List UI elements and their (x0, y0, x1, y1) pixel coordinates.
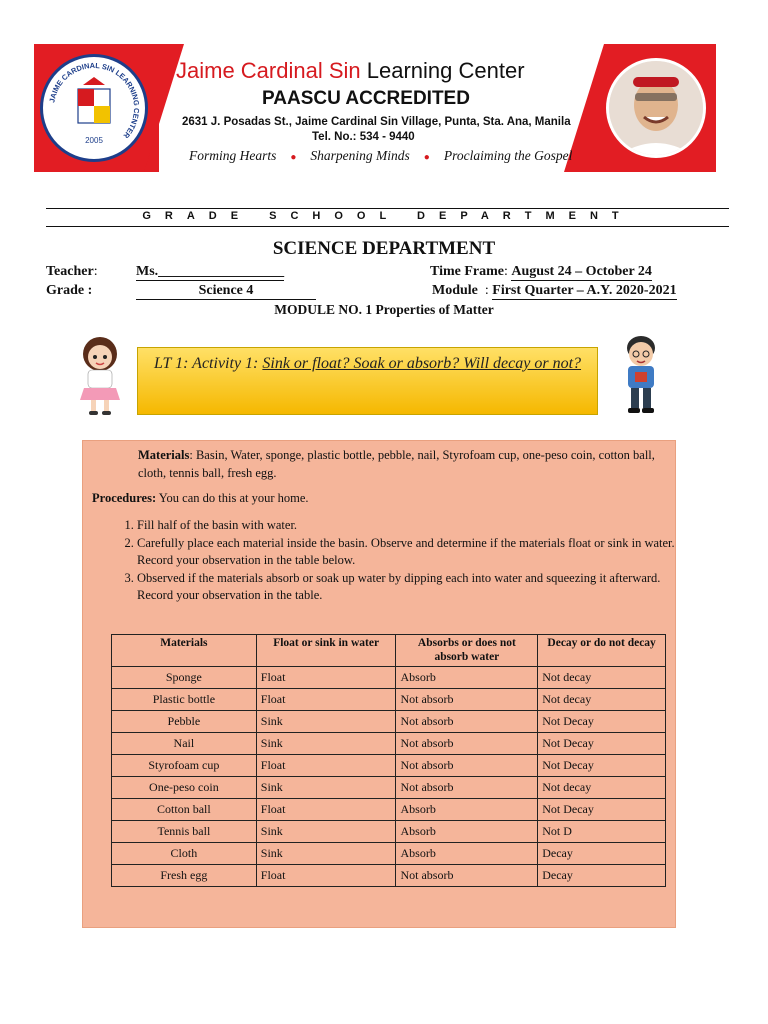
material-cell: Cotton ball (112, 799, 257, 821)
procedure-steps-list (112, 517, 687, 605)
decay-cell: Decay (538, 865, 666, 887)
procedure-step: 2. Carefully place each material inside the basin. Observe and determine if the materials float or sink in water. Record your observation in the table below. (137, 535, 687, 570)
material-cell: Nail (112, 733, 257, 755)
float-sink-cell: Sink (256, 777, 396, 799)
decay-cell: Not Decay (538, 733, 666, 755)
procedures-intro: You can do this at your home. (158, 491, 309, 505)
table-header-row (112, 635, 666, 667)
table-row (112, 799, 666, 821)
table-row (112, 865, 666, 887)
material-cell: One-peso coin (112, 777, 257, 799)
float-sink-cell: Float (256, 667, 396, 689)
cardinal-portrait-photo (606, 58, 706, 158)
observation-table (111, 634, 666, 887)
motto-3: Proclaiming the Gospel (443, 148, 573, 163)
float-sink-cell: Sink (256, 711, 396, 733)
float-sink-cell: Float (256, 755, 396, 777)
accreditation-text: PAASCU ACCREDITED (262, 88, 470, 109)
material-cell: Plastic bottle (112, 689, 257, 711)
teacher-label: Teacher (46, 264, 94, 279)
module-heading: MODULE NO. 1 Properties of Matter (274, 302, 494, 317)
materials-text: : Basin, Water, sponge, plastic bottle, pebble, nail, Styrofoam cup, one-peso coin, cotton ball, cloth, tennis ball, fresh egg. (138, 448, 655, 480)
table-row (112, 711, 666, 733)
page-title: SCIENCE DEPARTMENT (272, 238, 496, 259)
material-cell: Cloth (112, 843, 257, 865)
materials-label: Materials (138, 448, 190, 462)
absorb-cell: Not absorb (396, 777, 538, 799)
absorb-cell: Not absorb (396, 689, 538, 711)
activity-banner (137, 347, 598, 415)
decay-cell: Not Decay (538, 711, 666, 733)
float-sink-cell: Float (256, 689, 396, 711)
school-name-suffix: Learning Center (366, 58, 525, 83)
bottom-rule (46, 226, 729, 227)
decay-cell: Not D (538, 821, 666, 843)
girl-cartoon-illustration (74, 336, 126, 416)
timeframe-value: August 24 – October 24 (511, 264, 652, 279)
school-name (176, 58, 525, 84)
column-header: Materials (112, 635, 257, 667)
table-row (112, 689, 666, 711)
absorb-cell: Absorb (396, 799, 538, 821)
absorb-cell: Not absorb (396, 711, 538, 733)
table-row (112, 733, 666, 755)
motto-1: Forming Hearts (189, 148, 277, 163)
column-header: Float or sink in water (256, 635, 396, 667)
activity-prefix: LT 1: Activity 1: (153, 355, 259, 372)
grade-value: Science 4 (136, 283, 316, 300)
school-telephone: Tel. No.: 534 - 9440 (312, 131, 415, 143)
school-name-highlight: Jaime Cardinal Sin (176, 58, 361, 83)
column-header: Decay or do not decay (538, 635, 666, 667)
motto-2: Sharpening Minds (310, 148, 410, 163)
motto-bullet-icon: ● (290, 152, 297, 163)
float-sink-cell: Float (256, 865, 396, 887)
absorb-cell: Absorb (396, 667, 538, 689)
module-row: Module : First Quarter – A.Y. 2020-2021 (432, 283, 677, 298)
department-strip: GRADE SCHOOL DEPARTMENT (142, 210, 633, 222)
teacher-value: Ms.__________________ (136, 264, 285, 279)
grade-label: Grade : (46, 283, 93, 298)
activity-question: Sink or float? Soak or absorb? Will decay or not? (262, 355, 582, 372)
material-cell: Tennis ball (112, 821, 257, 843)
school-mottos (189, 148, 572, 164)
material-cell: Fresh egg (112, 865, 257, 887)
table-row (112, 843, 666, 865)
boy-cartoon-illustration (615, 334, 667, 414)
motto-bullet-icon: ● (423, 152, 430, 163)
school-seal-logo (40, 54, 148, 162)
procedure-step: 1. Fill half of the basin with water. (137, 517, 687, 535)
absorb-cell: Absorb (396, 821, 538, 843)
decay-cell: Not Decay (538, 799, 666, 821)
decay-cell: Not decay (538, 777, 666, 799)
material-cell: Sponge (112, 667, 257, 689)
decay-cell: Decay (538, 843, 666, 865)
top-rule (46, 208, 729, 209)
timeframe-row: Time Frame: August 24 – October 24 (430, 264, 652, 279)
decay-cell: Not decay (538, 667, 666, 689)
seal-year: 2005 (85, 136, 103, 145)
absorb-cell: Not absorb (396, 755, 538, 777)
table-row (112, 821, 666, 843)
float-sink-cell: Sink (256, 821, 396, 843)
table-row (112, 777, 666, 799)
activity-title (138, 354, 597, 374)
float-sink-cell: Float (256, 799, 396, 821)
module-value: First Quarter – A.Y. 2020-2021 (492, 283, 677, 298)
school-address: 2631 J. Posadas St., Jaime Cardinal Sin Village, Punta, Sta. Ana, Manila (182, 116, 571, 128)
decay-cell: Not Decay (538, 755, 666, 777)
materials-paragraph (138, 446, 663, 482)
seal-ring-text: JAIME CARDINAL SIN LEARNING CENTER (47, 60, 142, 141)
column-header: Absorbs or does not absorb water (396, 635, 538, 667)
procedures-heading (92, 491, 309, 506)
table-row (112, 755, 666, 777)
activity-panel (82, 440, 676, 928)
teacher-row: Teacher: (46, 264, 98, 279)
absorb-cell: Not absorb (396, 865, 538, 887)
procedure-step: 3. Observed if the materials absorb or soak up water by dipping each into water and squeezing it afterward. Record your observation in the table. (137, 570, 687, 605)
table-row (112, 667, 666, 689)
material-cell: Styrofoam cup (112, 755, 257, 777)
absorb-cell: Not absorb (396, 733, 538, 755)
float-sink-cell: Sink (256, 843, 396, 865)
procedures-label: Procedures: (92, 491, 157, 505)
decay-cell: Not decay (538, 689, 666, 711)
absorb-cell: Absorb (396, 843, 538, 865)
school-header-banner (34, 44, 716, 172)
float-sink-cell: Sink (256, 733, 396, 755)
material-cell: Pebble (112, 711, 257, 733)
